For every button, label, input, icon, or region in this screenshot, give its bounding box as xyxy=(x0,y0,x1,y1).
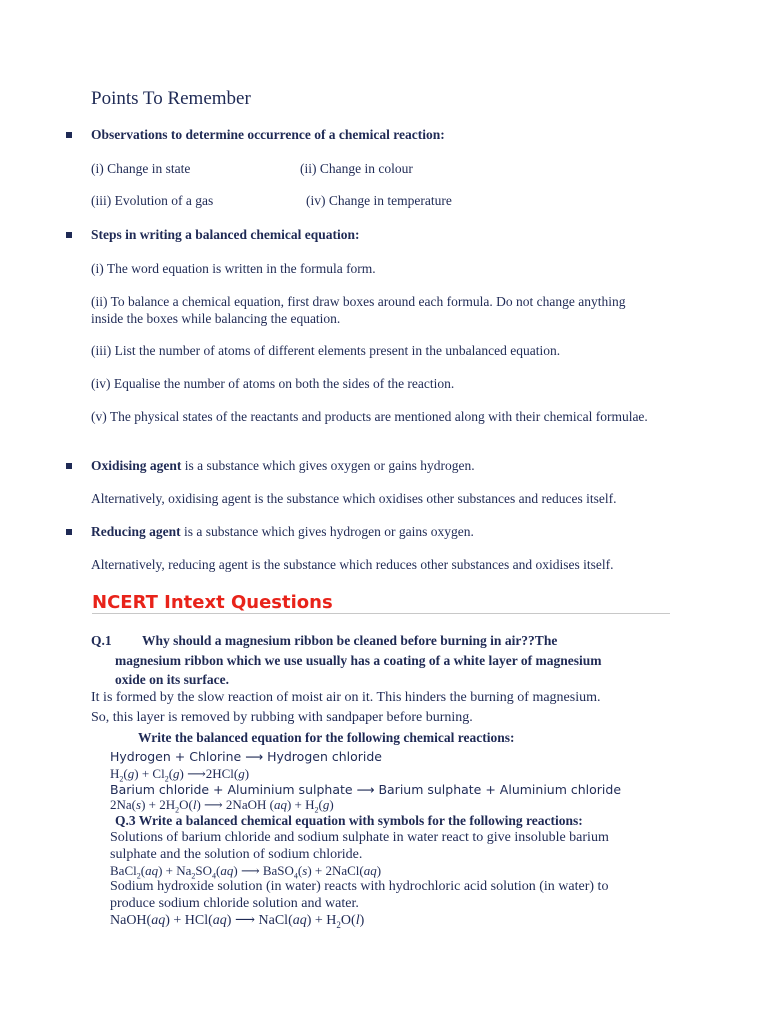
oxidising-agent-term: Oxidising agent xyxy=(91,458,182,473)
question-text: produce sodium chloride solution and water. xyxy=(110,896,359,911)
chemical-equation: $H_2(g) + Cl_2(g)$ ⟶2HCl(g) xyxy=(110,766,250,784)
step-item: (v) The physical states of the reactants and products are mentioned along with their chemical formulae. xyxy=(91,409,648,424)
word-equation: Barium chloride + Aluminium sulphate ⟶ Barium sulphate + Aluminium chloride xyxy=(110,782,622,797)
observation-item: (i) Change in state xyxy=(91,161,191,176)
observation-item: (iii) Evolution of a gas xyxy=(91,193,214,208)
oxidising-agent-alt: Alternatively, oxidising agent is the substance which oxidises other substances and reduces itself. xyxy=(91,491,617,506)
bullet-marker xyxy=(66,132,72,138)
section-divider xyxy=(92,613,670,614)
reducing-agent-alt: Alternatively, reducing agent is the substance which reduces other substances and oxidises itself. xyxy=(91,557,614,572)
steps-title: Steps in writing a balanced chemical equation: xyxy=(91,227,360,242)
observation-item: (ii) Change in colour xyxy=(300,161,413,176)
oxidising-agent-definition xyxy=(91,458,475,474)
step-item: (iii) List the number of atoms of different elements present in the unbalanced equation. xyxy=(91,343,561,358)
bullet-marker xyxy=(66,232,72,238)
section-title: NCERT Intext Questions xyxy=(92,592,333,613)
step-item: (ii) To balance a chemical equation, first draw boxes around each formula. Do not change anything inside the boxes while balancing the equation. xyxy=(91,294,626,326)
step-item: (iv) Equalise the number of atoms on both the sides of the reaction. xyxy=(91,376,455,391)
chemical-equation: BaCl$_2$(aq) + $Na_2SO_4(aq)$ ⟶ BaSO$_4$(s) + 2NaCl(aq) xyxy=(110,863,382,881)
chemical-equation: NaOH(aq) + HCl(aq) ⟶ NaCl(aq) + $H_2O(l)$ xyxy=(110,913,365,930)
question-text: sulphate and the solution of sodium chloride. xyxy=(110,847,363,862)
question-title: Write the balanced equation for the following chemical reactions: xyxy=(138,730,515,745)
question-title: Q.3 Write a balanced chemical equation with symbols for the following reactions: xyxy=(115,813,583,828)
question-text: Why should a magnesium ribbon be cleaned before burning in air??The xyxy=(142,633,558,648)
question-text: magnesium ribbon which we use usually has a coating of a white layer of magnesium xyxy=(115,653,602,668)
bullet-marker xyxy=(66,463,72,469)
answer-text: So, this layer is removed by rubbing with sandpaper before burning. xyxy=(91,710,473,725)
reducing-agent-term: Reducing agent xyxy=(91,524,181,539)
question-text: oxide on its surface. xyxy=(115,672,229,687)
step-item: (i) The word equation is written in the formula form. xyxy=(91,261,376,276)
bullet-marker xyxy=(66,529,72,535)
reducing-agent-text: is a substance which gives hydrogen or gains oxygen. xyxy=(180,524,474,539)
answer-text: It is formed by the slow reaction of moist air on it. This hinders the burning of magnesium. xyxy=(91,690,601,705)
word-equation: Hydrogen + Chlorine ⟶ Hydrogen chloride xyxy=(110,749,382,764)
page-heading: Points To Remember xyxy=(91,88,251,109)
question-text: Solutions of barium chloride and sodium sulphate in water react to give insoluble barium xyxy=(110,830,609,845)
observations-title: Observations to determine occurrence of a chemical reaction: xyxy=(91,127,445,142)
oxidising-agent-text: is a substance which gives oxygen or gains hydrogen. xyxy=(181,458,475,473)
chemical-equation: $2Na(s) + 2H_2O(l)$ ⟶ 2NaOH $(aq) + H_2(g)$ xyxy=(110,797,334,815)
reducing-agent-definition xyxy=(91,524,474,540)
question-text: Sodium hydroxide solution (in water) reacts with hydrochloric acid solution (in water) to xyxy=(110,879,609,894)
question-number: Q.1 xyxy=(91,633,112,648)
observation-item: (iv) Change in temperature xyxy=(306,193,452,208)
